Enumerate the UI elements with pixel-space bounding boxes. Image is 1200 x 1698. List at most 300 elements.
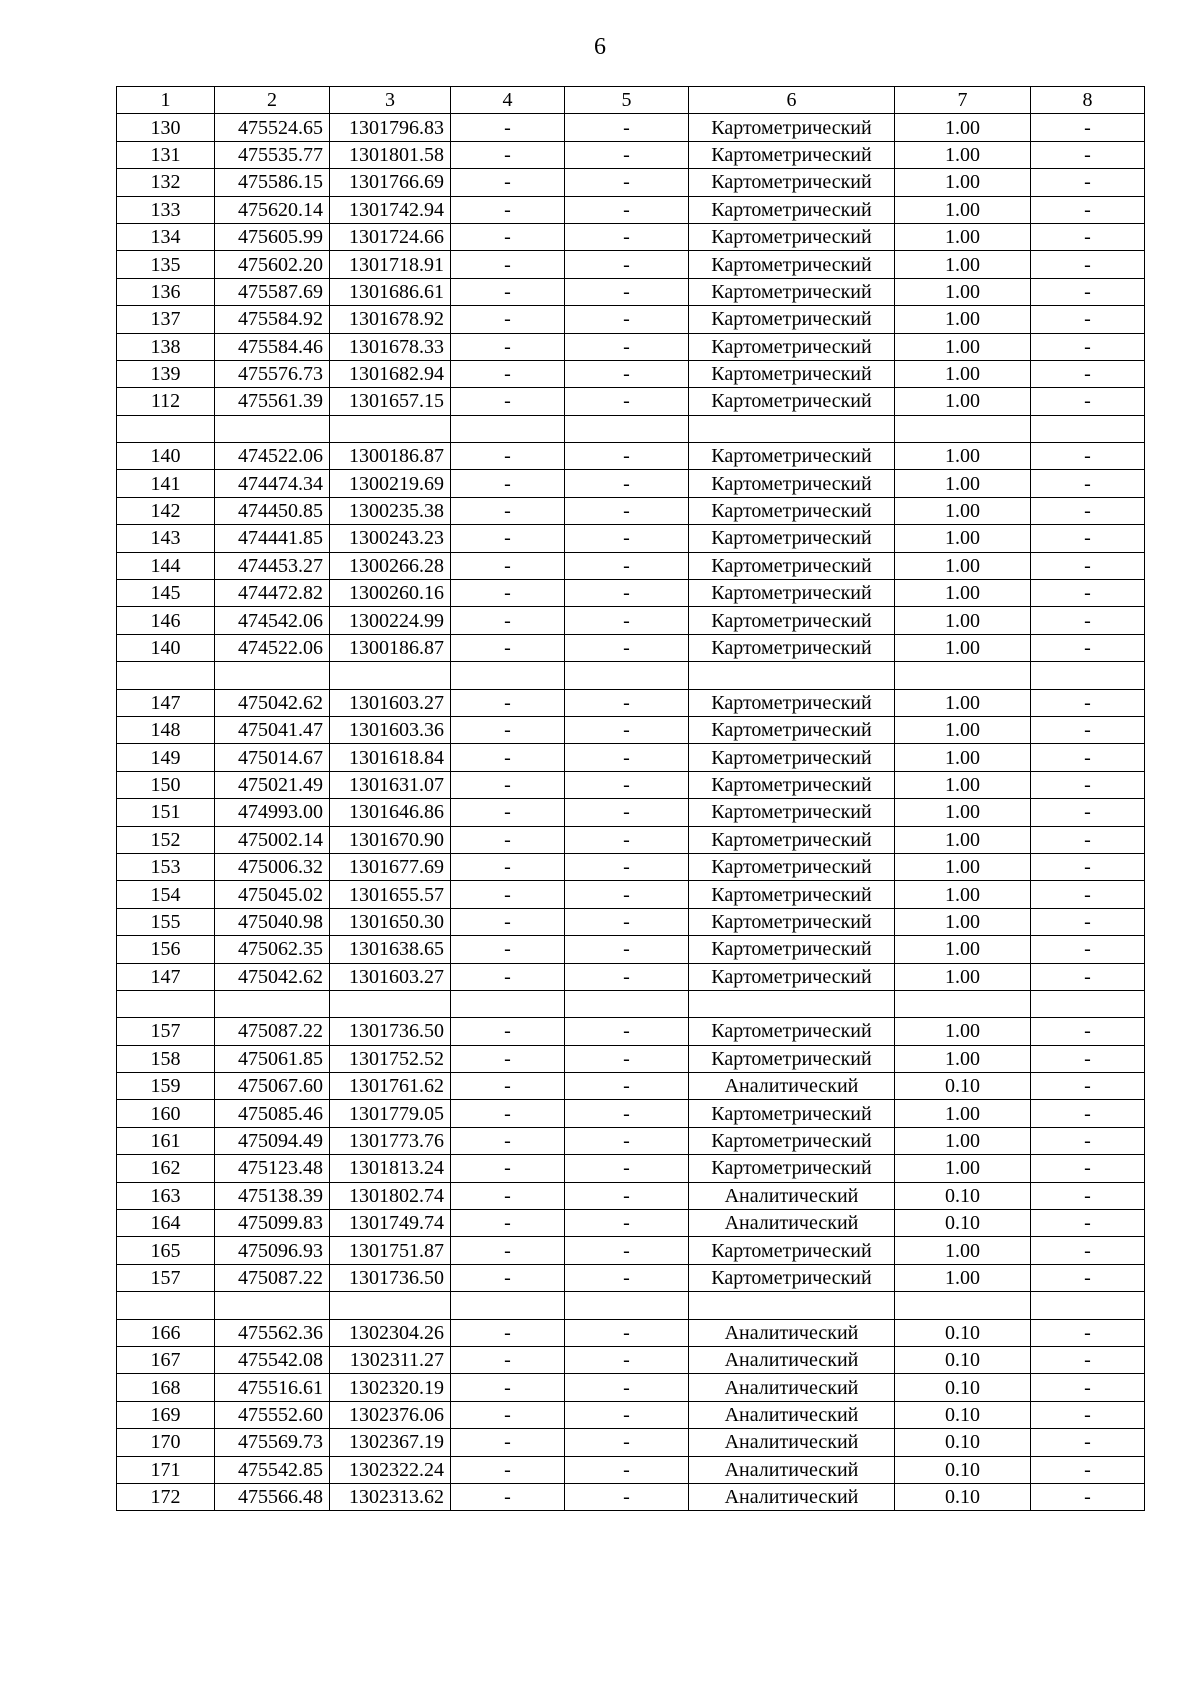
col8-cell: - [1031,908,1145,935]
col5-cell: - [565,1483,689,1510]
col8-cell: - [1031,1045,1145,1072]
method-cell: Картометрический [689,1155,895,1182]
col8-cell: - [1031,580,1145,607]
col8-cell [1031,415,1145,442]
col5-cell: - [565,799,689,826]
x-coordinate-cell: 475061.85 [215,1045,330,1072]
accuracy-cell: 1.00 [895,306,1031,333]
col5-cell: - [565,552,689,579]
accuracy-cell: 0.10 [895,1483,1031,1510]
col5-cell: - [565,908,689,935]
point-number-cell: 154 [117,881,215,908]
col8-cell: - [1031,1100,1145,1127]
table-row [117,278,1145,305]
point-number-cell: 151 [117,799,215,826]
y-coordinate-cell: 1302304.26 [330,1319,451,1346]
method-cell: Картометрический [689,716,895,743]
table-row [117,415,1145,442]
x-coordinate-cell: 475041.47 [215,716,330,743]
col8-cell: - [1031,1456,1145,1483]
col8-cell: - [1031,1210,1145,1237]
point-number-cell: 138 [117,333,215,360]
col4-cell: - [451,1182,565,1209]
column-header: 4 [451,87,565,114]
y-coordinate-cell: 1301657.15 [330,388,451,415]
col8-cell: - [1031,936,1145,963]
col4-cell: - [451,169,565,196]
table-row [117,853,1145,880]
x-coordinate-cell: 475099.83 [215,1210,330,1237]
point-number-cell: 153 [117,853,215,880]
table-row [117,1346,1145,1373]
col4-cell: - [451,963,565,990]
table-row [117,1237,1145,1264]
accuracy-cell: 1.00 [895,1100,1031,1127]
col5-cell: - [565,689,689,716]
col8-cell: - [1031,634,1145,661]
col4-cell: - [451,141,565,168]
method-cell: Картометрический [689,1127,895,1154]
method-cell: Картометрический [689,936,895,963]
method-cell: Картометрический [689,552,895,579]
y-coordinate-cell: 1301796.83 [330,114,451,141]
accuracy-cell: 1.00 [895,552,1031,579]
point-number-cell: 135 [117,251,215,278]
table-row [117,1100,1145,1127]
col8-cell: - [1031,552,1145,579]
y-coordinate-cell: 1300260.16 [330,580,451,607]
point-number-cell: 158 [117,1045,215,1072]
point-number-cell: 148 [117,716,215,743]
table-row [117,1319,1145,1346]
col5-cell: - [565,580,689,607]
accuracy-cell: 1.00 [895,1155,1031,1182]
method-cell: Аналитический [689,1182,895,1209]
accuracy-cell: 1.00 [895,607,1031,634]
point-number-cell: 169 [117,1401,215,1428]
col8-cell: - [1031,799,1145,826]
col5-cell [565,1292,689,1319]
col5-cell: - [565,1319,689,1346]
col4-cell: - [451,1346,565,1373]
col5-cell: - [565,1210,689,1237]
col8-cell: - [1031,826,1145,853]
x-coordinate-cell: 475535.77 [215,141,330,168]
y-coordinate-cell: 1301603.27 [330,963,451,990]
col4-cell: - [451,1374,565,1401]
method-cell [689,662,895,689]
y-coordinate-cell [330,415,451,442]
table-row [117,525,1145,552]
x-coordinate-cell: 474472.82 [215,580,330,607]
method-cell: Картометрический [689,1045,895,1072]
accuracy-cell: 0.10 [895,1401,1031,1428]
table-row [117,744,1145,771]
col5-cell: - [565,1374,689,1401]
col8-cell: - [1031,1264,1145,1291]
accuracy-cell: 1.00 [895,1045,1031,1072]
y-coordinate-cell: 1301678.92 [330,306,451,333]
col8-cell [1031,990,1145,1017]
col5-cell: - [565,525,689,552]
col8-cell: - [1031,443,1145,470]
x-coordinate-cell: 475085.46 [215,1100,330,1127]
table-row [117,716,1145,743]
col8-cell: - [1031,251,1145,278]
table-row [117,1374,1145,1401]
point-number-cell [117,415,215,442]
x-coordinate-cell: 475566.48 [215,1483,330,1510]
method-cell: Картометрический [689,607,895,634]
y-coordinate-cell: 1301749.74 [330,1210,451,1237]
table-row [117,497,1145,524]
column-header: 2 [215,87,330,114]
col4-cell: - [451,1100,565,1127]
x-coordinate-cell: 474474.34 [215,470,330,497]
method-cell: Аналитический [689,1346,895,1373]
col5-cell: - [565,169,689,196]
x-coordinate-cell: 474993.00 [215,799,330,826]
y-coordinate-cell: 1302313.62 [330,1483,451,1510]
col5-cell: - [565,1045,689,1072]
col5-cell: - [565,963,689,990]
point-number-cell: 160 [117,1100,215,1127]
x-coordinate-cell: 475062.35 [215,936,330,963]
table-row [117,196,1145,223]
col4-cell: - [451,443,565,470]
col5-cell: - [565,251,689,278]
x-coordinate-cell: 475006.32 [215,853,330,880]
method-cell: Картометрический [689,1264,895,1291]
table-row [117,580,1145,607]
y-coordinate-cell: 1300235.38 [330,497,451,524]
accuracy-cell [895,990,1031,1017]
table-row [117,552,1145,579]
col4-cell: - [451,1264,565,1291]
col5-cell: - [565,1264,689,1291]
col5-cell: - [565,141,689,168]
y-coordinate-cell: 1301631.07 [330,771,451,798]
y-coordinate-cell: 1301618.84 [330,744,451,771]
col4-cell: - [451,1155,565,1182]
col5-cell [565,990,689,1017]
x-coordinate-cell: 475552.60 [215,1401,330,1428]
table-row [117,771,1145,798]
x-coordinate-cell: 475021.49 [215,771,330,798]
y-coordinate-cell: 1301638.65 [330,936,451,963]
table-row [117,388,1145,415]
x-coordinate-cell: 475014.67 [215,744,330,771]
y-coordinate-cell: 1302367.19 [330,1429,451,1456]
point-number-cell: 164 [117,1210,215,1237]
col4-cell: - [451,525,565,552]
col8-cell: - [1031,169,1145,196]
method-cell: Картометрический [689,525,895,552]
accuracy-cell: 0.10 [895,1456,1031,1483]
accuracy-cell: 1.00 [895,1127,1031,1154]
col4-cell: - [451,771,565,798]
point-number-cell: 147 [117,963,215,990]
accuracy-cell: 1.00 [895,634,1031,661]
col5-cell: - [565,1429,689,1456]
accuracy-cell: 0.10 [895,1182,1031,1209]
col8-cell: - [1031,1018,1145,1045]
y-coordinate-cell: 1301686.61 [330,278,451,305]
point-number-cell: 167 [117,1346,215,1373]
col5-cell: - [565,881,689,908]
col5-cell: - [565,1127,689,1154]
y-coordinate-cell: 1301724.66 [330,223,451,250]
accuracy-cell: 1.00 [895,963,1031,990]
point-number-cell: 140 [117,443,215,470]
y-coordinate-cell: 1300224.99 [330,607,451,634]
table-row [117,443,1145,470]
method-cell: Аналитический [689,1429,895,1456]
y-coordinate-cell: 1301802.74 [330,1182,451,1209]
method-cell [689,1292,895,1319]
accuracy-cell: 1.00 [895,497,1031,524]
col8-cell [1031,662,1145,689]
method-cell: Аналитический [689,1401,895,1428]
point-number-cell: 162 [117,1155,215,1182]
x-coordinate-cell: 475561.39 [215,388,330,415]
col4-cell: - [451,799,565,826]
col8-cell: - [1031,716,1145,743]
column-header: 5 [565,87,689,114]
col4-cell: - [451,388,565,415]
method-cell: Картометрический [689,470,895,497]
table-row [117,689,1145,716]
x-coordinate-cell: 475584.46 [215,333,330,360]
col4-cell: - [451,1018,565,1045]
x-coordinate-cell: 475542.08 [215,1346,330,1373]
point-number-cell: 139 [117,360,215,387]
method-cell: Картометрический [689,497,895,524]
point-number-cell: 142 [117,497,215,524]
col8-cell: - [1031,689,1145,716]
method-cell: Аналитический [689,1483,895,1510]
method-cell: Картометрический [689,388,895,415]
x-coordinate-cell [215,415,330,442]
method-cell: Картометрический [689,634,895,661]
point-number-cell: 150 [117,771,215,798]
y-coordinate-cell: 1301779.05 [330,1100,451,1127]
col4-cell: - [451,306,565,333]
col4-cell: - [451,580,565,607]
col5-cell [565,662,689,689]
x-coordinate-cell: 475569.73 [215,1429,330,1456]
x-coordinate-cell: 475586.15 [215,169,330,196]
col8-cell [1031,1292,1145,1319]
y-coordinate-cell: 1301603.36 [330,716,451,743]
x-coordinate-cell: 475562.36 [215,1319,330,1346]
method-cell: Картометрический [689,853,895,880]
method-cell: Картометрический [689,223,895,250]
col8-cell: - [1031,278,1145,305]
column-header: 7 [895,87,1031,114]
col8-cell: - [1031,1483,1145,1510]
accuracy-cell: 1.00 [895,141,1031,168]
col5-cell: - [565,771,689,798]
accuracy-cell: 1.00 [895,251,1031,278]
accuracy-cell: 1.00 [895,744,1031,771]
method-cell: Аналитический [689,1319,895,1346]
col4-cell [451,662,565,689]
col5-cell: - [565,607,689,634]
col4-cell: - [451,360,565,387]
y-coordinate-cell: 1301718.91 [330,251,451,278]
table-row [117,1127,1145,1154]
table-row [117,799,1145,826]
y-coordinate-cell: 1301813.24 [330,1155,451,1182]
x-coordinate-cell: 475584.92 [215,306,330,333]
accuracy-cell: 1.00 [895,525,1031,552]
table-row [117,1210,1145,1237]
accuracy-cell: 1.00 [895,936,1031,963]
col8-cell: - [1031,1319,1145,1346]
x-coordinate-cell: 474453.27 [215,552,330,579]
col4-cell: - [451,826,565,853]
point-number-cell: 141 [117,470,215,497]
col4-cell: - [451,716,565,743]
col8-cell: - [1031,388,1145,415]
table-row [117,634,1145,661]
point-number-cell: 136 [117,278,215,305]
accuracy-cell [895,415,1031,442]
col5-cell: - [565,634,689,661]
table-row [117,1401,1145,1428]
col4-cell: - [451,744,565,771]
table-row [117,1429,1145,1456]
col4-cell [451,1292,565,1319]
method-cell: Картометрический [689,1237,895,1264]
x-coordinate-cell: 475087.22 [215,1264,330,1291]
point-number-cell: 134 [117,223,215,250]
x-coordinate-cell [215,1292,330,1319]
col8-cell: - [1031,1374,1145,1401]
point-number-cell: 140 [117,634,215,661]
table-row [117,1018,1145,1045]
col8-cell: - [1031,853,1145,880]
table-row [117,333,1145,360]
col5-cell: - [565,826,689,853]
col5-cell: - [565,1237,689,1264]
x-coordinate-cell: 475587.69 [215,278,330,305]
table-row [117,306,1145,333]
table-row [117,1292,1145,1319]
point-number-cell: 165 [117,1237,215,1264]
col5-cell: - [565,716,689,743]
x-coordinate-cell: 475524.65 [215,114,330,141]
page-number: 6 [594,34,606,60]
y-coordinate-cell: 1301736.50 [330,1018,451,1045]
table-row [117,223,1145,250]
table-row [117,1456,1145,1483]
col8-cell: - [1031,223,1145,250]
point-number-cell: 131 [117,141,215,168]
col5-cell [565,415,689,442]
y-coordinate-cell: 1301766.69 [330,169,451,196]
x-coordinate-cell: 475002.14 [215,826,330,853]
accuracy-cell: 0.10 [895,1429,1031,1456]
method-cell: Картометрический [689,771,895,798]
point-number-cell: 143 [117,525,215,552]
accuracy-cell: 0.10 [895,1210,1031,1237]
point-number-cell: 159 [117,1073,215,1100]
col5-cell: - [565,196,689,223]
y-coordinate-cell: 1301650.30 [330,908,451,935]
table-row [117,662,1145,689]
accuracy-cell: 1.00 [895,853,1031,880]
col8-cell: - [1031,1155,1145,1182]
table-body [117,114,1145,1511]
x-coordinate-cell: 475045.02 [215,881,330,908]
point-number-cell: 152 [117,826,215,853]
column-header: 1 [117,87,215,114]
y-coordinate-cell: 1301655.57 [330,881,451,908]
col5-cell: - [565,1100,689,1127]
point-number-cell: 157 [117,1018,215,1045]
col8-cell: - [1031,360,1145,387]
table-row [117,990,1145,1017]
col5-cell: - [565,443,689,470]
col4-cell: - [451,1319,565,1346]
accuracy-cell: 1.00 [895,388,1031,415]
y-coordinate-cell: 1301670.90 [330,826,451,853]
y-coordinate-cell: 1302322.24 [330,1456,451,1483]
col5-cell: - [565,497,689,524]
point-number-cell: 137 [117,306,215,333]
x-coordinate-cell: 474542.06 [215,607,330,634]
table-row [117,114,1145,141]
x-coordinate-cell: 475605.99 [215,223,330,250]
point-number-cell [117,662,215,689]
accuracy-cell: 1.00 [895,470,1031,497]
y-coordinate-cell [330,1292,451,1319]
y-coordinate-cell: 1301751.87 [330,1237,451,1264]
table-row [117,169,1145,196]
x-coordinate-cell: 475042.62 [215,963,330,990]
method-cell: Картометрический [689,908,895,935]
col8-cell: - [1031,1237,1145,1264]
point-number-cell: 133 [117,196,215,223]
method-cell: Картометрический [689,251,895,278]
method-cell: Картометрический [689,580,895,607]
accuracy-cell: 1.00 [895,1237,1031,1264]
x-coordinate-cell: 475094.49 [215,1127,330,1154]
column-header: 8 [1031,87,1145,114]
col4-cell [451,990,565,1017]
point-number-cell: 157 [117,1264,215,1291]
y-coordinate-cell: 1301752.52 [330,1045,451,1072]
y-coordinate-cell: 1300266.28 [330,552,451,579]
method-cell: Картометрический [689,333,895,360]
point-number-cell: 171 [117,1456,215,1483]
accuracy-cell: 1.00 [895,169,1031,196]
y-coordinate-cell: 1301646.86 [330,799,451,826]
col4-cell: - [451,333,565,360]
x-coordinate-cell: 475602.20 [215,251,330,278]
x-coordinate-cell: 475087.22 [215,1018,330,1045]
point-number-cell: 156 [117,936,215,963]
table-header-row [117,87,1145,114]
accuracy-cell: 1.00 [895,881,1031,908]
point-number-cell: 166 [117,1319,215,1346]
accuracy-cell: 0.10 [895,1346,1031,1373]
accuracy-cell: 1.00 [895,333,1031,360]
col8-cell: - [1031,607,1145,634]
column-header: 3 [330,87,451,114]
